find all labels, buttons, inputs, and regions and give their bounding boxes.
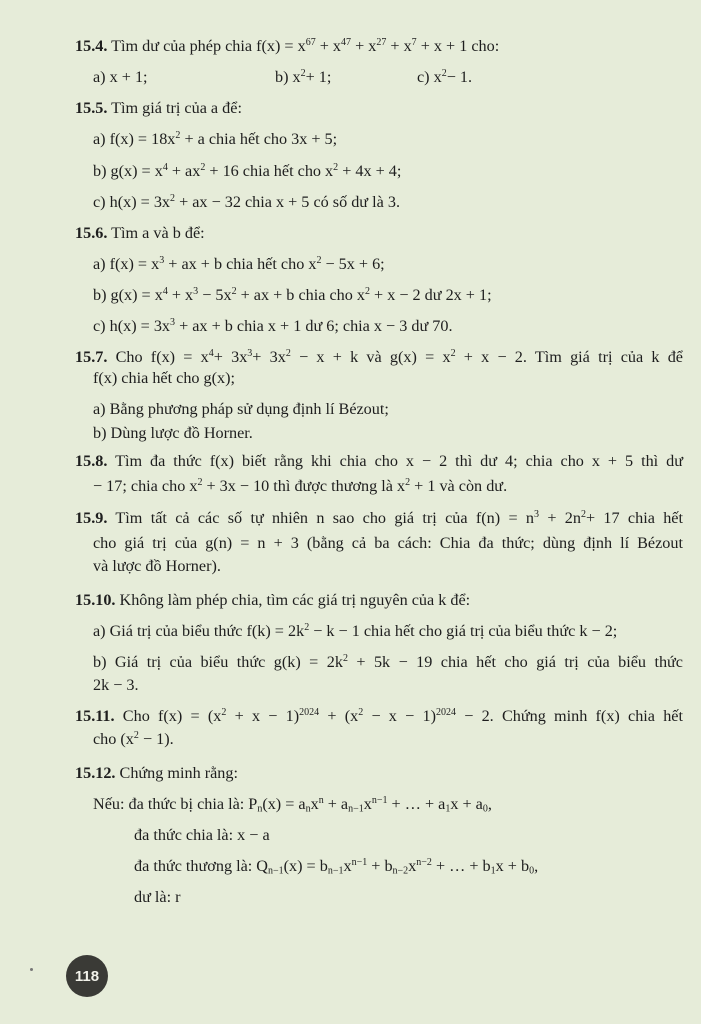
problem-15-11-line-1: 15.11. Cho $f(x) = (x^2 + x - 1)^{2024} + (x^2 - x - 1)^{2024} - 2$. Chứng minh f(x) chia hết (75, 706, 683, 725)
problem-number: 15.7. (75, 348, 108, 366)
problem-15-7-line-1: 15.7. Cho $f(x) = x^4+ 3x^3+ 3x^2 - x + k$ và $g(x) = x^2 + x - 2$. Tìm giá trị của k để (75, 347, 683, 366)
problem-15-7-line-2: f(x) chia hết cho g(x); (93, 369, 236, 387)
problem-number: 15.12. (75, 764, 116, 782)
problem-number: 15.9. (75, 509, 108, 527)
problem-15-4-statement: 15.4. Tìm dư của phép chia $f(x) = x^{67} + x^{47} + x^{27} + x^7 + x + 1$ cho: (75, 36, 500, 55)
problem-15-6-a: a) $f(x) = x^3$ + ax + b chia hết cho $x^2 - 5x + 6$; (93, 254, 385, 273)
problem-15-12-divisor: đa thức chia là: x − a (134, 826, 270, 844)
problem-15-5-c: c) $h(x) = 3x^2$ + ax − 32 chia x + 5 có số dư là 3. (93, 192, 400, 211)
problem-number: 15.10. (75, 591, 116, 609)
problem-15-9-line-2: cho giá trị của g(n) = n + 3 (bằng cả ba cách: Chia đa thức; dùng định lí Bézout (93, 534, 683, 552)
problem-15-5-b: b) $g(x) = x^4 + ax^2 + 16$ chia hết cho $x^2 + 4x + 4$; (93, 161, 402, 180)
problem-15-10-b-continued: 2k − 3. (93, 676, 139, 694)
problem-15-10-a: a) Giá trị của biểu thức $f(k) = 2k^2 - k - 1$ chia hết cho giá trị của biểu thức k − 2; (93, 621, 618, 640)
problem-15-4-options (93, 67, 683, 87)
margin-dot (30, 968, 33, 971)
problem-15-12-remainder: dư là: r (134, 888, 181, 906)
option-c: c) $x^2- 1$. (417, 67, 473, 86)
problem-15-5-a: a) $f(x) = 18x^2 + a$ chia hết cho 3x + 5; (93, 129, 338, 148)
problem-15-12-quotient: đa thức thương là: $Q_{n-1}(x) = b_{n-1}x^{n-1} + b_{n-2}x^{n-2}$ + … + $b_1x + b_0$, (134, 856, 539, 877)
problem-number: 15.6. (75, 224, 108, 242)
problem-15-12-dividend: Nếu: đa thức bị chia là: $P_n(x) = a_nx^n + a_{n-1}x^{n-1}$ + … + $a_1x + a_0$, (93, 794, 492, 815)
problem-15-10-title: 15.10. Không làm phép chia, tìm các giá trị nguyên của k để: (75, 591, 471, 609)
problem-number: 15.8. (75, 452, 108, 470)
problem-15-8-line-1: 15.8. Tìm đa thức f(x) biết rằng khi chia cho x − 2 thì dư 4; chia cho x + 5 thì dư (75, 452, 683, 470)
option-a: a) x + 1; (93, 68, 148, 86)
option-b: b) $x^2+ 1$; (275, 67, 332, 86)
problem-15-7-b: b) Dùng lược đồ Horner. (93, 424, 253, 442)
problem-15-9-line-1: 15.9. Tìm tất cả các số tự nhiên n sao cho giá trị của $f(n) = n^3 + 2n^2+ 17$ chia hết (75, 508, 683, 527)
problem-15-6-b: b) $g(x) = x^4 + x^3 - 5x^2$ + ax + b chia cho $x^2 + x - 2$ dư 2x + 1; (93, 285, 492, 304)
problem-15-7-a: a) Bằng phương pháp sử dụng định lí Bézout; (93, 400, 389, 418)
problem-number: 15.4. (75, 37, 108, 55)
page-number-badge: 118 (66, 955, 108, 997)
problem-15-8-line-2: − 17; chia cho $x^2 + 3x - 10$ thì được thương là $x^2 + 1$ và còn dư. (93, 476, 508, 495)
problem-number: 15.5. (75, 99, 108, 117)
problem-15-6-c: c) $h(x) = 3x^3$ + ax + b chia x + 1 dư 6; chia x − 3 dư 70. (93, 316, 453, 335)
problem-15-12-title: 15.12. Chứng minh rằng: (75, 764, 238, 782)
problem-number: 15.11. (75, 707, 115, 725)
problem-15-5-title: 15.5. Tìm giá trị của a để: (75, 99, 242, 117)
problem-15-11-line-2: cho $(x^2 - 1)$. (93, 729, 174, 748)
problem-15-6-title: 15.6. Tìm a và b để: (75, 224, 205, 242)
problem-15-9-line-3: và lược đồ Horner). (93, 557, 221, 575)
problem-15-10-b: b) Giá trị của biểu thức $g(k) = 2k^2 + 5k - 19$ chia hết cho giá trị của biểu thức (93, 652, 683, 671)
